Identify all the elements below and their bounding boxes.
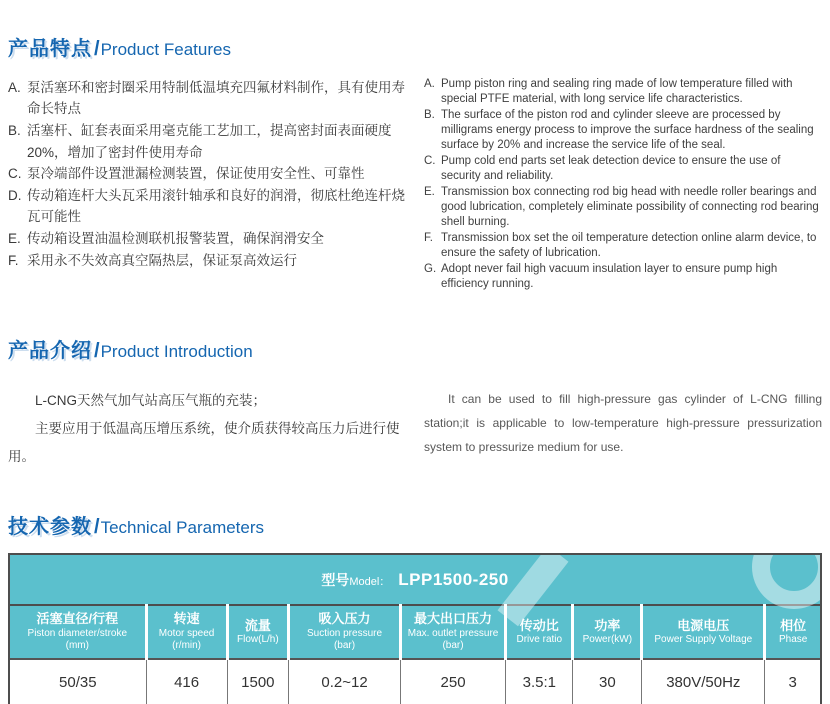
item-marker: E. — [424, 185, 435, 198]
value-piston: 50/35 — [10, 659, 146, 704]
item-text: 传动箱连杆大头瓦采用滚针轴承和良好的润滑，彻底杜绝连杆烧瓦可能性 — [27, 187, 405, 225]
introduction-columns — [8, 387, 822, 470]
introduction-section — [8, 336, 822, 470]
features-title — [8, 34, 822, 63]
parameters-title-en: Technical Parameters — [100, 518, 265, 538]
item-text: Pump cold end parts set leak detection device to ensure the use of security and reliability. — [441, 154, 781, 183]
features-title-en: Product Features — [100, 40, 231, 59]
value-voltage: 380V/50Hz — [642, 659, 765, 704]
col-header-en: Motor speed — [158, 627, 215, 639]
col-header-en: Phase — [779, 633, 808, 645]
col-header-outlet — [400, 605, 505, 659]
table-data-row — [10, 659, 820, 704]
item-text: 采用永不失效高真空隔热层，保证泵高效运行 — [27, 252, 297, 268]
col-header-speed — [146, 605, 227, 659]
item-text: 传动箱设置油温检测联机报警装置，确保润滑安全 — [27, 230, 324, 246]
value-suction: 0.2~12 — [289, 659, 401, 704]
col-header-zh: 相位 — [780, 617, 807, 633]
model-cell — [10, 555, 820, 605]
feature-item-zh — [8, 120, 406, 163]
col-header-unit: (bar) — [442, 640, 464, 652]
item-text: 泵活塞环和密封圈采用特制低温填充四氟材料制作，具有使用寿命长特点 — [27, 79, 405, 117]
introduction-title — [8, 336, 822, 365]
feature-item-en — [424, 185, 822, 231]
features-columns — [8, 77, 822, 293]
col-header-en: Flow(L/h) — [237, 633, 279, 645]
title-slash: / — [94, 38, 100, 60]
introduction-title-zh: 产品介绍 — [8, 340, 92, 363]
col-header-drive-ratio — [506, 605, 573, 659]
model-label-zh: 型号 — [321, 571, 350, 588]
item-text: Adopt never fail high vacuum insulation layer to ensure pump high efficiency running. — [441, 262, 778, 291]
col-header-en: Max. outlet pressure — [407, 627, 499, 639]
col-header-zh: 功率 — [594, 617, 621, 633]
feature-item-zh — [8, 250, 406, 272]
feature-item-zh — [8, 163, 406, 185]
intro-paragraph-en: It can be used to fill high-pressure gas cylinder of L-CNG filling station;it is applicable to low-temperature high-pressure pressurization system to pressurize medium for use. — [424, 392, 822, 455]
introduction-title-en: Product Introduction — [100, 342, 253, 362]
introduction-text-en — [424, 387, 822, 470]
item-marker: G. — [424, 262, 437, 275]
item-text: 泵冷端部件设置泄漏检测装置，保证使用安全性、可靠性 — [27, 166, 365, 182]
intro-paragraph-zh: L-CNG天然气加气站高压气瓶的充装； — [35, 393, 267, 409]
item-text: 活塞杆、缸套表面采用毫克能工艺加工，提高密封面表面硬度20%，增加了密封件使用寿命 — [27, 122, 392, 160]
col-header-zh: 传动比 — [519, 617, 559, 633]
item-marker: E. — [8, 230, 21, 246]
title-slash: / — [94, 516, 100, 539]
col-header-zh: 电源电压 — [677, 617, 730, 633]
col-header-unit: (r/min) — [172, 640, 202, 652]
table-header-row — [10, 605, 820, 659]
col-header-zh: 吸入压力 — [318, 611, 371, 627]
feature-item-en — [424, 108, 822, 154]
col-header-voltage — [642, 605, 765, 659]
feature-item-zh — [8, 228, 406, 250]
col-header-en: Drive ratio — [516, 633, 563, 645]
col-header-unit: (mm) — [65, 640, 89, 652]
model-label-en: Model： — [349, 575, 391, 588]
col-header-zh: 流量 — [244, 617, 271, 633]
title-slash: / — [94, 340, 100, 363]
item-marker: A. — [424, 77, 435, 90]
col-header-suction — [289, 605, 401, 659]
item-text: Pump piston ring and sealing ring made of low temperature filled with special PTFE material, with long service life characteristics. — [441, 77, 793, 106]
col-header-en: Power(kW) — [582, 633, 633, 645]
item-marker: F. — [8, 252, 19, 268]
model-value: LPP1500-250 — [398, 569, 509, 589]
value-flow: 1500 — [227, 659, 289, 704]
col-header-flow — [227, 605, 289, 659]
col-header-phase — [765, 605, 820, 659]
col-header-power — [573, 605, 642, 659]
feature-item-en — [424, 262, 822, 293]
value-phase: 3 — [765, 659, 820, 704]
features-list-zh — [8, 77, 406, 293]
features-list-en — [424, 77, 822, 293]
feature-item-zh — [8, 77, 406, 120]
model-row — [10, 555, 820, 605]
value-power: 30 — [573, 659, 642, 704]
col-header-en: Power Supply Voltage — [654, 633, 753, 645]
item-marker: D. — [8, 187, 22, 203]
parameters-title-zh: 技术参数 — [8, 516, 92, 539]
item-text: The surface of the piston rod and cylinder sleeve are processed by milligrams energy process to improve the surface hardness of the sealing surface by 20% and increase the service life of the seal. — [441, 108, 814, 152]
item-marker: A. — [8, 79, 21, 95]
feature-item-en — [424, 77, 822, 108]
item-marker: B. — [424, 108, 435, 121]
value-speed: 416 — [146, 659, 227, 704]
item-marker: C. — [424, 154, 436, 167]
col-header-zh: 最大出口压力 — [414, 611, 493, 627]
value-drive-ratio: 3.5:1 — [506, 659, 573, 704]
col-header-piston — [10, 605, 146, 659]
item-marker: F. — [424, 231, 433, 244]
item-marker: C. — [8, 166, 22, 182]
feature-item-zh — [8, 185, 406, 228]
features-title-zh: 产品特点 — [8, 38, 92, 60]
col-header-unit: (bar) — [333, 640, 356, 652]
introduction-text-zh — [8, 387, 406, 470]
parameters-table-wrap — [8, 553, 822, 704]
item-text: Transmission box connecting rod big head with needle roller bearings and good lubrication, completely eliminate possibility of connecting rod bearing shell burning. — [441, 185, 819, 229]
feature-item-en — [424, 231, 822, 262]
col-header-en: Suction pressure — [306, 627, 383, 639]
item-marker: B. — [8, 122, 21, 138]
parameters-section — [8, 512, 822, 704]
parameters-title — [8, 512, 822, 541]
col-header-en: Piston diameter/stroke — [27, 627, 128, 639]
features-section — [8, 34, 822, 292]
col-header-zh: 转速 — [173, 611, 200, 627]
item-text: Transmission box set the oil temperature detection online alarm device, to ensure the safety of lubrication. — [441, 231, 817, 260]
value-outlet: 250 — [400, 659, 505, 704]
parameters-table — [10, 555, 820, 704]
intro-paragraph-zh: 主要应用于低温高压增压系统，使介质获得较高压力后进行使用。 — [8, 420, 400, 464]
col-header-zh: 活塞直径/行程 — [36, 611, 119, 627]
feature-item-en — [424, 154, 822, 185]
